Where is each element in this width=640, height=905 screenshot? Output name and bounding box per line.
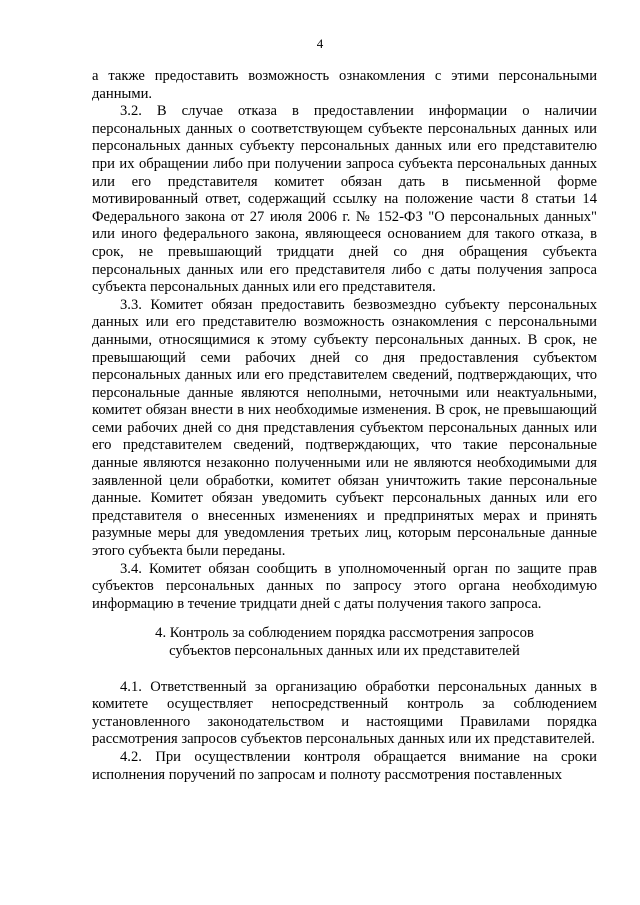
- section-heading-line-1: 4. Контроль за соблюдением порядка рассмотрения запросов: [155, 625, 534, 642]
- paragraph-4-1: 4.1. Ответственный за организацию обработки персональных данных в комитете осуществляет непосредственный контроль за соблюдением установленного законодательством и настоящими Правилами порядка рассмотрения запросов субъектов персональных данных или их представителей.: [92, 678, 597, 748]
- section-heading-line-2: субъектов персональных данных или их представителей: [169, 643, 520, 659]
- paragraph-3-2: 3.2. В случае отказа в предоставлении информации о наличии персональных данных о соответствующем субъекте персональных данных или персональных данных субъекту персональных данных или его представителю при их обращении либо при получении запроса субъекта персональных данных или его представителя комитет обязан дать в письменной форме мотивированный ответ, содержащий ссылку на положение части 8 статьи 14 Федерального закона от 27 июля 2006 г. № 152-ФЗ "О персональных данных" или иного федерального закона, являющееся основанием для такого отказа, в срок, не превышающий тридцати дней со дня обращения субъекта персональных данных или его представителя либо с даты получения запроса субъекта персональных данных или его представителя.: [92, 103, 597, 296]
- page-number: 4: [316, 36, 324, 51]
- paragraph-4-2: 4.2. При осуществлении контроля обращается внимание на сроки исполнения поручений по запросам и полноту рассмотрения поставленных: [92, 748, 597, 783]
- section-heading-4: [92, 625, 597, 660]
- document-body: [92, 68, 597, 784]
- paragraph-3-3: 3.3. Комитет обязан предоставить безвозмездно субъекту персональных данных или его представителю возможность ознакомления с персональными данными, относящимися к этому субъекту персональных данных. В срок, не превышающий семи рабочих дней со дня предоставления субъектом персональных данных или его представителем сведений, подтверждающих, что персональные данные являются неполными, неточными или неактуальными, комитет обязан внести в них необходимые изменения. В срок, не превышающий семи рабочих дней со дня представления субъектом персональных данных или его представителем сведений, подтверждающих, что такие персональные данные являются незаконно полученными или не являются необходимыми для заявленной цели обработки, комитет обязан уничтожить такие персональные данные. Комитет обязан уведомить субъект персональных данных или его представителя о внесенных изменениях и предпринятых мерах и принять разумные меры для уведомления третьих лиц, которым персональные данные этого субъекта были переданы.: [92, 296, 597, 560]
- paragraph-3-4: 3.4. Комитет обязан сообщить в уполномоченный орган по защите прав субъектов персональных данных по запросу этого органа необходимую информацию в течение тридцати дней с даты получения такого запроса.: [92, 560, 597, 612]
- paragraph-continuation: а также предоставить возможность ознакомления с этими персональными данными.: [92, 68, 597, 102]
